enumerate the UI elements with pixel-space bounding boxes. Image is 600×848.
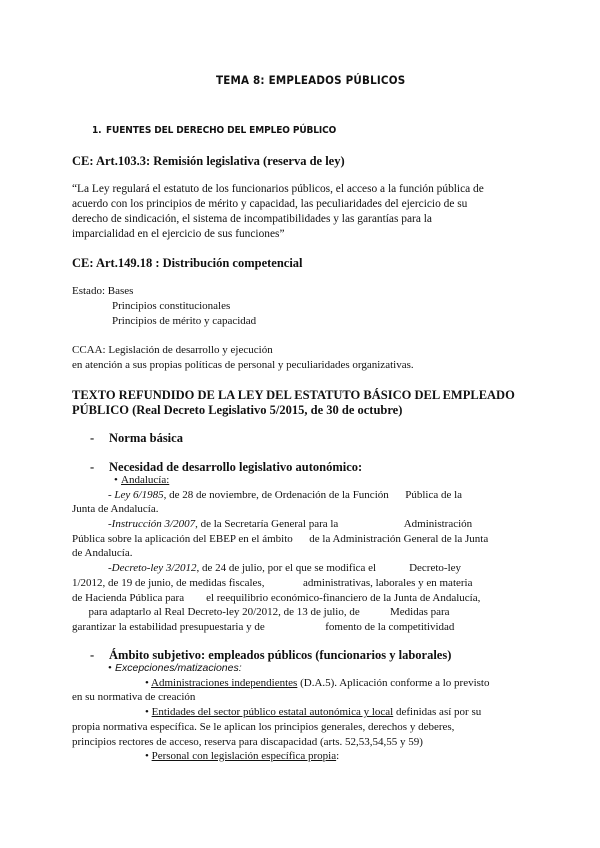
norma-line-italic: Decreto-ley 3/2012 xyxy=(111,562,197,574)
norma-line-italic: Instrucción 3/2007 xyxy=(111,518,196,530)
bullet-dot: • xyxy=(145,677,149,689)
necesidad-heading: Necesidad de desarrollo legislativo autonómico: xyxy=(109,460,363,474)
bullet-dot: • xyxy=(145,706,149,718)
norma-line: Junta de Andalucía. xyxy=(72,503,159,515)
norma-line-post: , de 24 de julio, por el que se modifica el Decreto-ley xyxy=(196,562,462,574)
ce103-quote-line: imparcialidad en el ejercicio de sus funciones” xyxy=(72,228,285,240)
section-heading: FUENTES DEL DERECHO DEL EMPLEO PÚBLICO xyxy=(106,125,337,136)
excepciones-label: Excepciones/matizaciones: xyxy=(115,662,242,674)
ambito-heading: Ámbito subjetivo: empleados públicos (funcionarios y laborales) xyxy=(109,648,452,662)
bullet-dot: • xyxy=(114,474,118,486)
entidades-rest: definidas así por su xyxy=(393,706,482,718)
dash-marker: - xyxy=(90,460,95,474)
bullet-dot: • xyxy=(145,750,149,762)
norma-line-italic: Ley 6/1985 xyxy=(114,489,164,501)
ce149-heading: CE: Art.149.18 : Distribución competencial xyxy=(72,256,303,270)
personal-link: Personal con legislación específica propia xyxy=(151,750,337,762)
ccaa-line: en atención a sus propias políticas de personal y peculiaridades organizativas. xyxy=(72,359,414,371)
norma-line: de Andalucía. xyxy=(72,547,133,559)
admin-indep-line xyxy=(145,677,489,689)
ce103-quote-line: “La Ley regulará el estatuto de los funcionarios públicos, el acceso a la función pública de xyxy=(72,183,484,195)
norma-line: para adaptarlo al Real Decreto-ley 20/2012, de 13 de julio, de Medidas para xyxy=(72,606,450,618)
ccaa-line: CCAA: Legislación de desarrollo y ejecución xyxy=(72,344,273,356)
entidades-line-cont: propia normativa específica. Se le aplican los principios generales, derechos y deberes, xyxy=(72,721,455,733)
section-number: 1. xyxy=(92,125,102,136)
norma-line-pre: - xyxy=(108,562,112,574)
dash-marker: - xyxy=(90,431,95,445)
entidades-link: Entidades del sector público estatal autonómica y local xyxy=(151,706,394,718)
norma-line-post: , de la Secretaría General para la Administración xyxy=(195,518,473,530)
dash-marker: - xyxy=(90,648,95,662)
norma-line-pre: - xyxy=(108,489,115,501)
norma-line-pre: - xyxy=(108,518,112,530)
admin-indep-rest: (D.A.5). Aplicación conforme a lo previsto xyxy=(297,677,490,689)
norma-line: de Hacienda Pública para el reequilibrio económico-financiero de la Junta de Andalucía, xyxy=(72,592,481,604)
bullet-dot: • xyxy=(108,662,112,674)
norma-line xyxy=(108,562,461,574)
personal-rest: : xyxy=(336,750,340,762)
entidades-line xyxy=(145,706,481,718)
ce103-heading: CE: Art.103.3: Remisión legislativa (reserva de ley) xyxy=(72,154,345,168)
trebep-heading-line: TEXTO REFUNDIDO DE LA LEY DEL ESTATUTO BÁSICO DEL EMPLEADO xyxy=(72,388,515,402)
entidades-line-cont: principios rectores de acceso, reserva para discapacidad (arts. 52,53,54,55 y 59) xyxy=(72,736,423,748)
trebep-heading-line: PÚBLICO (Real Decreto Legislativo 5/2015, de 30 de octubre) xyxy=(72,403,403,417)
principio-item: Principios constitucionales xyxy=(112,300,231,312)
norma-line xyxy=(108,518,472,530)
norma-line: 1/2012, de 19 de junio, de medidas fiscales, administrativas, laborales y en materia xyxy=(72,577,473,589)
page-title: TEMA 8: EMPLEADOS PÚBLICOS xyxy=(216,73,406,87)
personal-line xyxy=(145,750,339,762)
norma-line-post: , de 28 de noviembre, de Ordenación de la Función Pública de la xyxy=(163,489,463,501)
norma-basica: Norma básica xyxy=(109,431,183,445)
andalucia-label: Andalucía: xyxy=(121,474,170,486)
ce103-quote-line: acuerdo con los principios de mérito y capacidad, las peculiaridades del ejercicio de su xyxy=(72,198,468,210)
principio-item: Principios de mérito y capacidad xyxy=(112,315,257,327)
estado-label: Estado: Bases xyxy=(72,285,134,297)
admin-indep-line2: en su normativa de creación xyxy=(72,691,196,703)
norma-line: garantizar la estabilidad presupuestaria y de fomento de la competitividad xyxy=(72,621,455,633)
admin-indep-link: Administraciones independientes xyxy=(151,677,298,689)
norma-line: Pública sobre la aplicación del EBEP en el ámbito de la Administración General de la Junta xyxy=(72,533,489,545)
ce103-quote-line: derecho de sindicación, el sistema de incompatibilidades y las garantías para la xyxy=(72,213,432,225)
norma-line xyxy=(108,489,462,501)
